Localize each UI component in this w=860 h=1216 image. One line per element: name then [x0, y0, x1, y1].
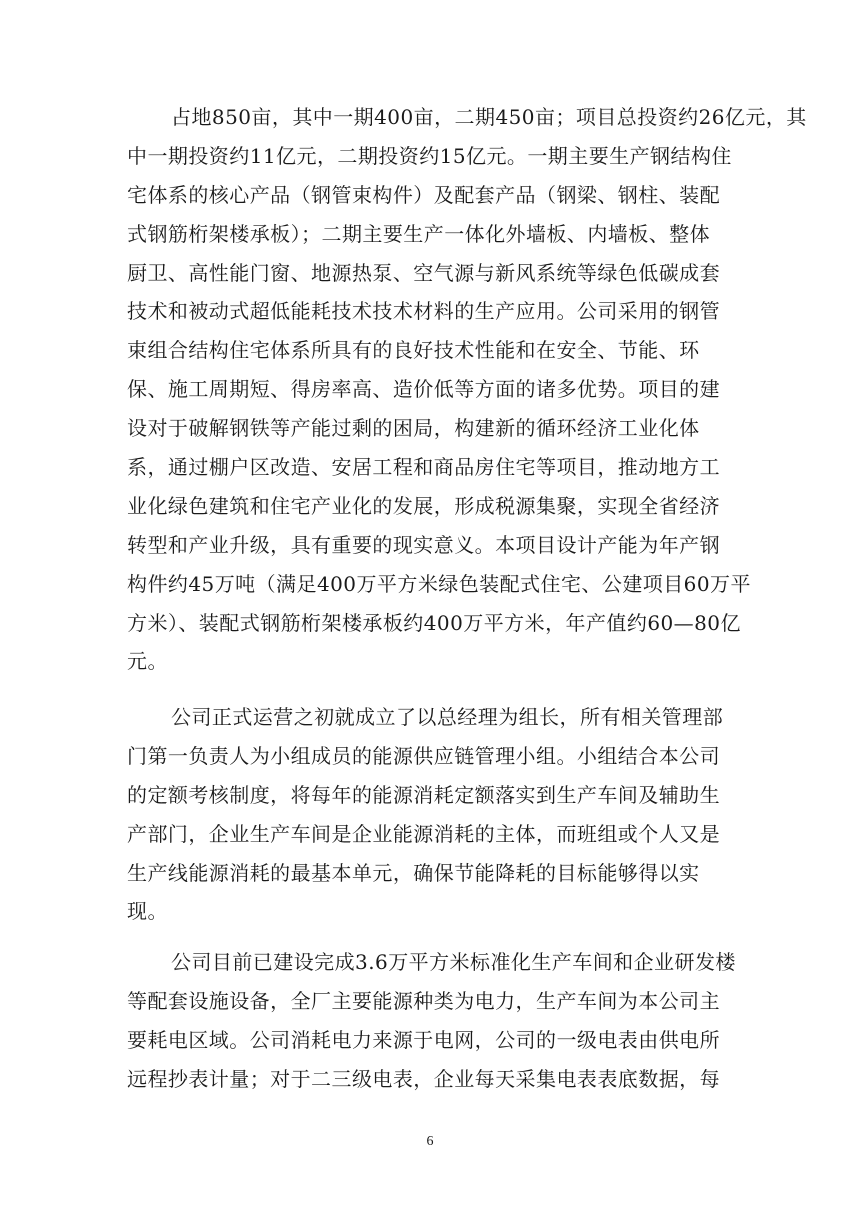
text-line: 保、施工周期短、得房率高、造价低等方面的诸多优势。项目的建 — [127, 377, 721, 402]
text-line: 束组合结构住宅体系所具有的良好技术性能和在安全、节能、环 — [127, 338, 700, 363]
text-line: 要耗电区域。公司消耗电力来源于电网，公司的一级电表由供电所 — [127, 1027, 721, 1052]
text-line: 公司正式运营之初就成立了以总经理为组长，所有相关管理部 — [171, 705, 724, 729]
paragraph-1 — [127, 98, 807, 681]
page-number: 6 — [426, 1134, 434, 1149]
paragraph-2 — [127, 698, 747, 931]
text-line: 方米）、装配式钢筋桁架楼承板约400万平方米，年产值约60—80亿 — [127, 610, 741, 635]
text-line: 业化绿色建筑和住宅产业化的发展，形成税源集聚，实现全省经济 — [127, 493, 721, 518]
text-line: 产部门，企业生产车间是企业能源消耗的主体，而班组或个人又是 — [127, 821, 721, 846]
text-line: 式钢筋桁架楼承板）；二期主要生产一体化外墙板、内墙板、整体 — [127, 221, 711, 246]
text-line: 转型和产业升级，具有重要的现实意义。本项目设计产能为年产钢 — [127, 532, 721, 557]
text-line: 等配套设施设备，全厂主要能源种类为电力，生产车间为本公司主 — [127, 988, 721, 1013]
text-line: 远程抄表计量；对于二三级电表，企业每天采集电表表底数据，每 — [127, 1066, 721, 1091]
text-line: 生产线能源消耗的最基本单元，确保节能降耗的目标能够得以实 — [127, 860, 700, 885]
text-line: 设对于破解钢铁等产能过剩的困局，构建新的循环经济工业化体 — [127, 416, 700, 441]
text-line: 门第一负责人为小组成员的能源供应链管理小组。小组结合本公司 — [127, 743, 721, 768]
text-line: 系，通过棚户区改造、安居工程和商品房住宅等项目，推动地方工 — [127, 455, 721, 480]
text-line: 技术和被动式超低能耗技术技术材料的生产应用。公司采用的钢管 — [127, 299, 721, 324]
paragraph-3 — [127, 943, 747, 1099]
text-line: 现。 — [127, 899, 168, 924]
text-line: 厨卫、高性能门窗、地源热泵、空气源与新风系统等绿色低碳成套 — [127, 260, 721, 285]
text-line: 元。 — [127, 649, 168, 674]
text-line: 的定额考核制度，将每年的能源消耗定额落实到生产车间及辅助生 — [127, 782, 721, 807]
text-line: 中一期投资约11亿元，二期投资约15亿元。一期主要生产钢结构住 — [127, 143, 732, 168]
text-line: 占地850亩，其中一期400亩，二期450亩；项目总投资约26亿元，其 — [171, 105, 807, 129]
text-line: 宅体系的核心产品（钢管束构件）及配套产品（钢梁、钢柱、装配 — [127, 182, 721, 207]
text-line: 公司目前已建设完成3.6万平方米标准化生产车间和企业研发楼 — [171, 950, 736, 974]
text-line: 构件约45万吨（满足400万平方米绿色装配式住宅、公建项目60万平 — [127, 571, 751, 596]
